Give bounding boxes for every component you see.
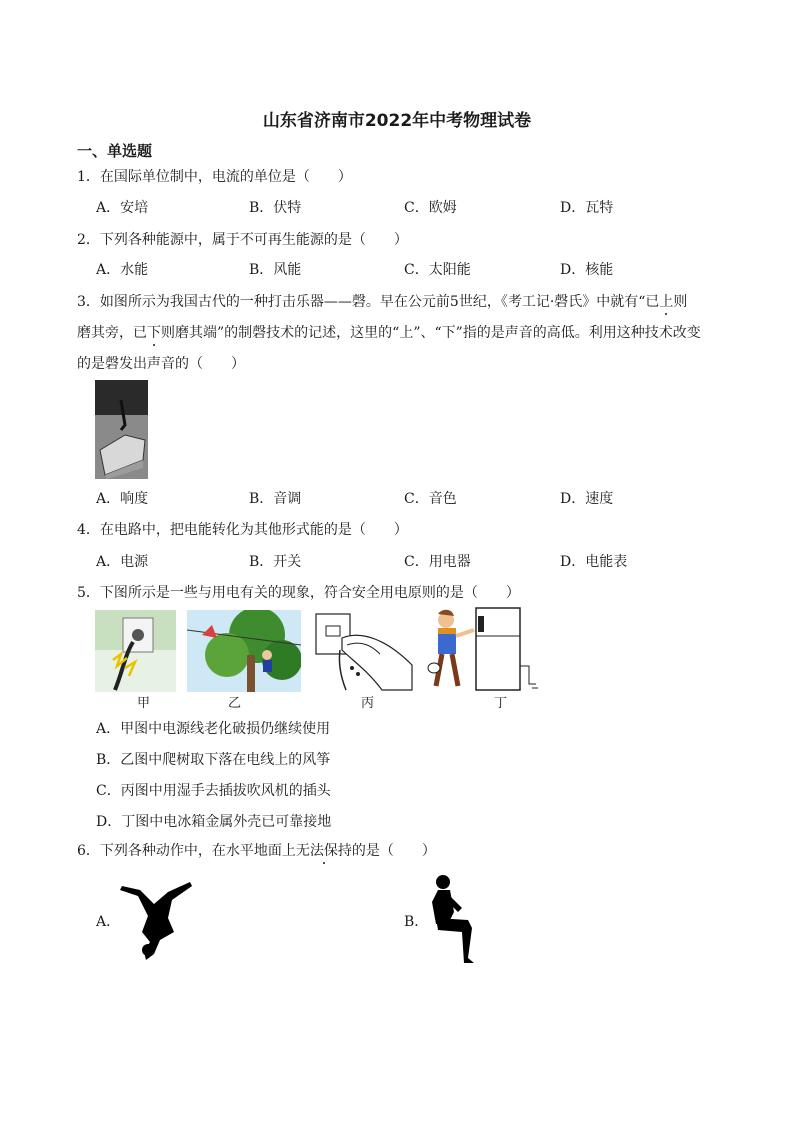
q1-option-a[interactable]: A．安培 <box>96 200 149 216</box>
frayed-cord-image <box>95 610 176 692</box>
q4-option-b[interactable]: B．开关 <box>249 554 302 570</box>
q6-option-a[interactable]: A． <box>96 914 121 930</box>
q4-option-c[interactable]: C．用电器 <box>404 554 471 570</box>
section-heading: 一、单选题 <box>77 142 153 160</box>
fridge-grounding-image <box>424 606 539 694</box>
caption-ding: 丁 <box>494 696 508 711</box>
q2-option-d[interactable]: D．核能 <box>560 262 614 278</box>
q3-option-d[interactable]: D．速度 <box>560 491 614 507</box>
q1-option-c[interactable]: C．欧姆 <box>404 200 457 216</box>
q1-option-d[interactable]: D．瓦特 <box>560 200 614 216</box>
question-6-stem: 6．下列各种动作中，在水平地面上无法保持的是（ ） <box>77 843 436 859</box>
chime-stone-photo <box>95 380 148 479</box>
handstand-silhouette <box>118 880 196 962</box>
q3-option-b[interactable]: B．音调 <box>249 491 302 507</box>
q5-option-b[interactable]: B．乙图中爬树取下落在电线上的风筝 <box>96 752 331 768</box>
caption-jia: 甲 <box>137 696 151 711</box>
q5-option-c[interactable]: C．丙图中用湿手去插拔吹风机的插头 <box>96 783 331 799</box>
question-4-stem: 4．在电路中，把电能转化为其他形式能的是（ ） <box>77 522 408 538</box>
q4-option-a[interactable]: A．电源 <box>96 554 149 570</box>
question-3-line-1: 3．如图所示为我国古代的一种打击乐器——磬。早在公元前5世纪，《考工记·磬氏》中就有“已上则 <box>77 294 688 310</box>
q2-option-b[interactable]: B．风能 <box>249 262 302 278</box>
kite-tree-image <box>187 610 301 692</box>
q5-option-d[interactable]: D．丁图中电冰箱金属外壳已可靠接地 <box>96 814 332 830</box>
caption-bing: 丙 <box>361 696 375 711</box>
page-title: 山东省济南市2022年中考物理试卷 <box>262 111 532 131</box>
q2-option-c[interactable]: C．太阳能 <box>404 262 471 278</box>
q4-option-d[interactable]: D．电能表 <box>560 554 628 570</box>
wet-hand-plug-image <box>312 610 416 692</box>
q5-option-a[interactable]: A．甲图中电源线老化破损仍继续使用 <box>96 721 331 737</box>
question-1-stem: 1．在国际单位制中，电流的单位是（ ） <box>77 169 352 185</box>
q3-option-c[interactable]: C．音色 <box>404 491 457 507</box>
caption-yi: 乙 <box>228 696 242 711</box>
q3-option-a[interactable]: A．响度 <box>96 491 149 507</box>
question-3-line-3: 的是磬发出声音的（ ） <box>77 356 245 372</box>
emphasis-dots: 无法保持 <box>295 843 352 859</box>
q2-option-a[interactable]: A．水能 <box>96 262 149 278</box>
question-2-stem: 2．下列各种能源中，属于不可再生能源的是（ ） <box>77 232 408 248</box>
question-5-stem: 5．下图所示是一些与用电有关的现象，符合安全用电原则的是（ ） <box>77 585 520 601</box>
q1-option-b[interactable]: B．伏特 <box>249 200 302 216</box>
question-3-line-2: 磨其旁，已下则磨其端”的制磬技术的记述，这里的“上”、“下”指的是声音的高低。利用这种技术改变 <box>77 325 701 341</box>
sitting-silhouette <box>428 872 482 965</box>
q6-option-b[interactable]: B． <box>404 914 429 930</box>
